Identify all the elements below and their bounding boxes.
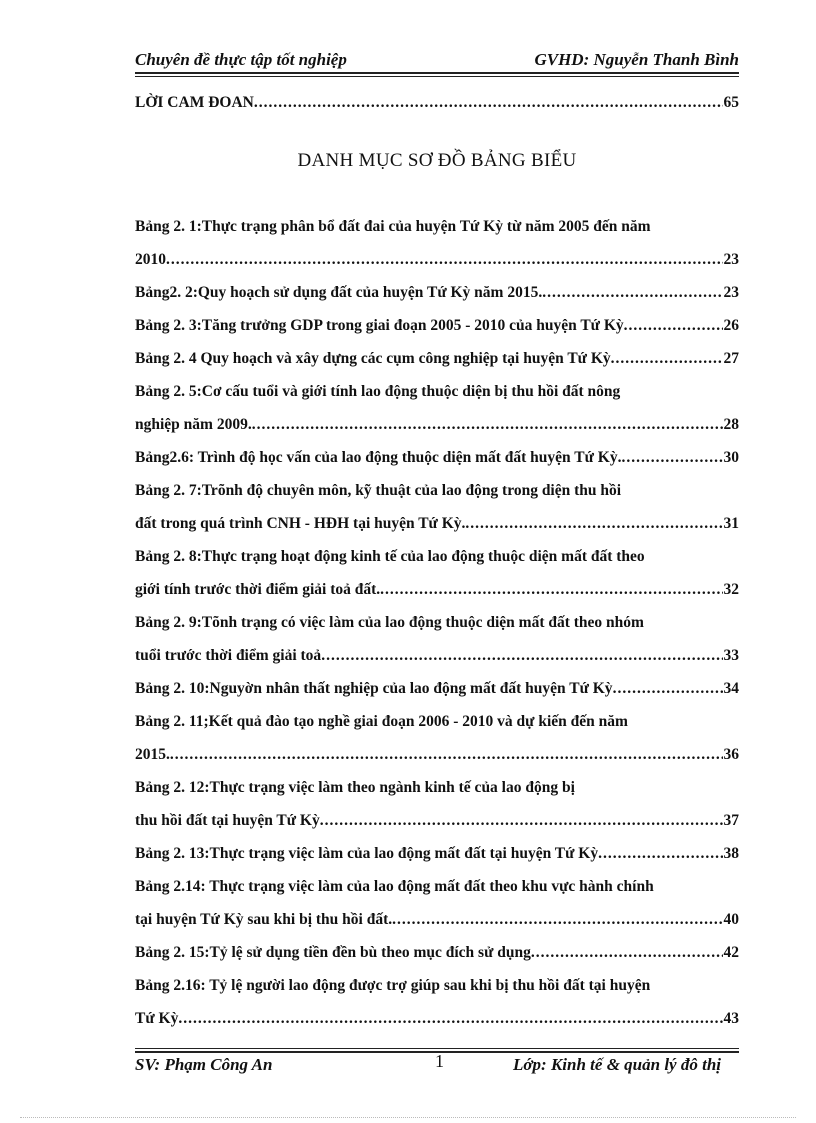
toc-entry-line[interactable] [135,251,739,269]
toc-leader-dots [624,317,723,335]
footer-page-number: 1 [435,1051,444,1071]
toc-entry-line[interactable] [135,383,739,401]
page-footer [135,1051,739,1079]
footer-class: Lớp: Kinh tế & quản lý đô thị [513,1055,721,1074]
toc-entry-title-cont: tại huyện Tứ Kỳ sau khi bị thu hồi đất. [135,911,393,928]
toc-entry-line[interactable] [135,515,739,533]
toc-entry-title-cont: tuổi trước thời điểm giải toả [135,647,322,664]
toc-leader-dots [254,94,723,112]
toc-entry-title-cont: Tứ Kỳ [135,1010,179,1027]
toc-leader-dots [465,515,722,533]
toc-page-number: 23 [723,284,739,301]
page-edge-dotted-line [20,1117,796,1118]
toc-entry-title-cont: 2015. [135,746,170,763]
toc-page-number: 36 [723,746,739,763]
toc-page-number: 30 [723,449,739,466]
toc-entry-title-cont: đất trong quá trình CNH - HĐH tại huyện Tứ Kỳ. [135,515,466,532]
toc-entry-title: Bảng 2.14: Thực trạng việc làm của lao động mất đất theo khu vực hành chính [135,878,654,895]
footer-divider-thin [135,1048,739,1049]
toc-entry-line[interactable] [135,350,739,368]
toc-entry-title: Bảng 2. 1:Thực trạng phân bổ đất đai của huyện Tứ Kỳ từ năm 2005 đến năm [135,218,651,235]
header-advisor: GVHD: Nguyễn Thanh Bình [534,50,739,69]
toc-entry-line[interactable] [135,911,739,929]
toc-entry-title: Bảng 2. 9:Tõnh trạng có việc làm của lao động thuộc diện mất đất theo nhóm [135,614,644,631]
toc-leader-dots [252,416,723,434]
toc-entry-loi-cam-doan[interactable] [135,94,739,112]
toc-entry-line[interactable] [135,482,739,500]
toc-page-number: 26 [723,317,739,334]
toc-entry-title: Bảng 2. 15:Tỷ lệ sử dụng tiền đền bù theo mục đích sử dụng [135,944,531,961]
toc-page-number: 32 [723,581,739,598]
toc-leader-dots [178,1010,722,1028]
toc-page-number: 27 [723,350,739,367]
toc-entry-title-cont: thu hồi đất tại huyện Tứ Kỳ [135,812,320,829]
toc-leader-dots [621,449,722,467]
toc-leader-dots [380,581,722,599]
toc-entry-line[interactable] [135,218,739,236]
toc-entry-line[interactable] [135,812,739,830]
header-topic: Chuyên đề thực tập tốt nghiệp [135,50,347,69]
toc-entry-line[interactable] [135,284,739,302]
toc-entry-title: Bảng2.6: Trình độ học vấn của lao động thuộc diện mất đất huyện Tứ Kỳ. [135,449,622,466]
toc-entry-title: Bảng 2. 10:Nguyờn nhân thất nghiệp của lao động mất đất huyện Tứ Kỳ [135,680,613,697]
toc-entry-line[interactable] [135,746,739,764]
header-divider-thin [135,76,739,77]
toc-entry-title: Bảng 2. 5:Cơ cấu tuổi và giới tính lao động thuộc diện bị thu hồi đất nông [135,383,621,400]
toc-leader-dots [166,251,723,269]
toc-entry-title-cont: nghiệp năm 2009. [135,416,252,433]
toc-entry-line[interactable] [135,779,739,797]
toc-leader-dots [531,944,723,962]
toc-entry-title-cont: 2010 [135,251,166,268]
toc-leader-dots [392,911,722,929]
toc-entry-line[interactable] [135,845,739,863]
toc-page-number: 23 [723,251,739,268]
toc-entry-title-cont: giới tính trước thời điểm giải toả đất. [135,581,381,598]
toc-entry-title: Bảng 2. 3:Tăng trưởng GDP trong giai đoạn 2005 - 2010 của huyện Tứ Kỳ [135,317,624,334]
toc-page-number: 38 [723,845,739,862]
toc-entry-title: Bảng 2. 7:Trõnh độ chuyên môn, kỹ thuật của lao động trong diện thu hồi [135,482,622,499]
toc-entry-title: LỜI CAM ĐOAN [135,94,254,111]
toc-entry-line[interactable] [135,1010,739,1028]
toc-entry-title: Bảng 2. 11;Kết quả đào tạo nghề giai đoạn 2006 - 2010 và dự kiến đến năm [135,713,628,730]
footer-student: SV: Phạm Công An [135,1055,273,1074]
toc-leader-dots [542,284,722,302]
toc-entry-line[interactable] [135,449,739,467]
toc-page-number: 34 [723,680,739,697]
toc-entry-title: Bảng 2. 4 Quy hoạch và xây dựng các cụm công nghiệp tại huyện Tứ Kỳ [135,350,611,367]
toc-leader-dots [320,812,723,830]
header-divider [135,72,739,74]
toc-leader-dots [611,350,723,368]
toc-page-number: 31 [723,515,739,532]
toc-leader-dots [613,680,723,698]
toc-page-number: 37 [723,812,739,829]
toc-entry-line[interactable] [135,977,739,995]
toc-page-number: 28 [723,416,739,433]
toc-entry-line[interactable] [135,317,739,335]
page-title: DANH MỤC SƠ ĐỒ BẢNG BIỂU [297,150,577,171]
toc-entry-line[interactable] [135,548,739,566]
toc-entry-line[interactable] [135,680,739,698]
toc-entry-line[interactable] [135,416,739,434]
page-header [135,48,739,74]
toc-page-number: 42 [723,944,739,961]
toc-entry-line[interactable] [135,878,739,896]
toc-entry-line[interactable] [135,713,739,731]
toc-entry-line[interactable] [135,944,739,962]
toc-page-number: 43 [723,1010,739,1027]
toc-leader-dots [598,845,722,863]
toc-entry-line[interactable] [135,581,739,599]
toc-entry-title: Bảng 2. 8:Thực trạng hoạt động kinh tế của lao động thuộc diện mất đất theo [135,548,645,565]
toc-entry-title: Bảng 2.16: Tỷ lệ người lao động được trợ giúp sau khi bị thu hồi đất tại huyện [135,977,651,994]
toc-leader-dots [321,647,722,665]
toc-page-number: 65 [723,94,739,111]
toc-leader-dots [170,746,723,764]
toc-page-number: 33 [723,647,739,664]
toc-entry-title: Bảng 2. 12:Thực trạng việc làm theo ngành kinh tế của lao động bị [135,779,575,796]
toc-page-number: 40 [723,911,739,928]
toc-entry-line[interactable] [135,647,739,665]
toc-entry-line[interactable] [135,614,739,632]
toc-entry-title: Bảng2. 2:Quy hoạch sử dụng đất của huyện Tứ Kỳ năm 2015. [135,284,543,301]
toc-entry-title: Bảng 2. 13:Thực trạng việc làm của lao động mất đất tại huyện Tứ Kỳ [135,845,599,862]
